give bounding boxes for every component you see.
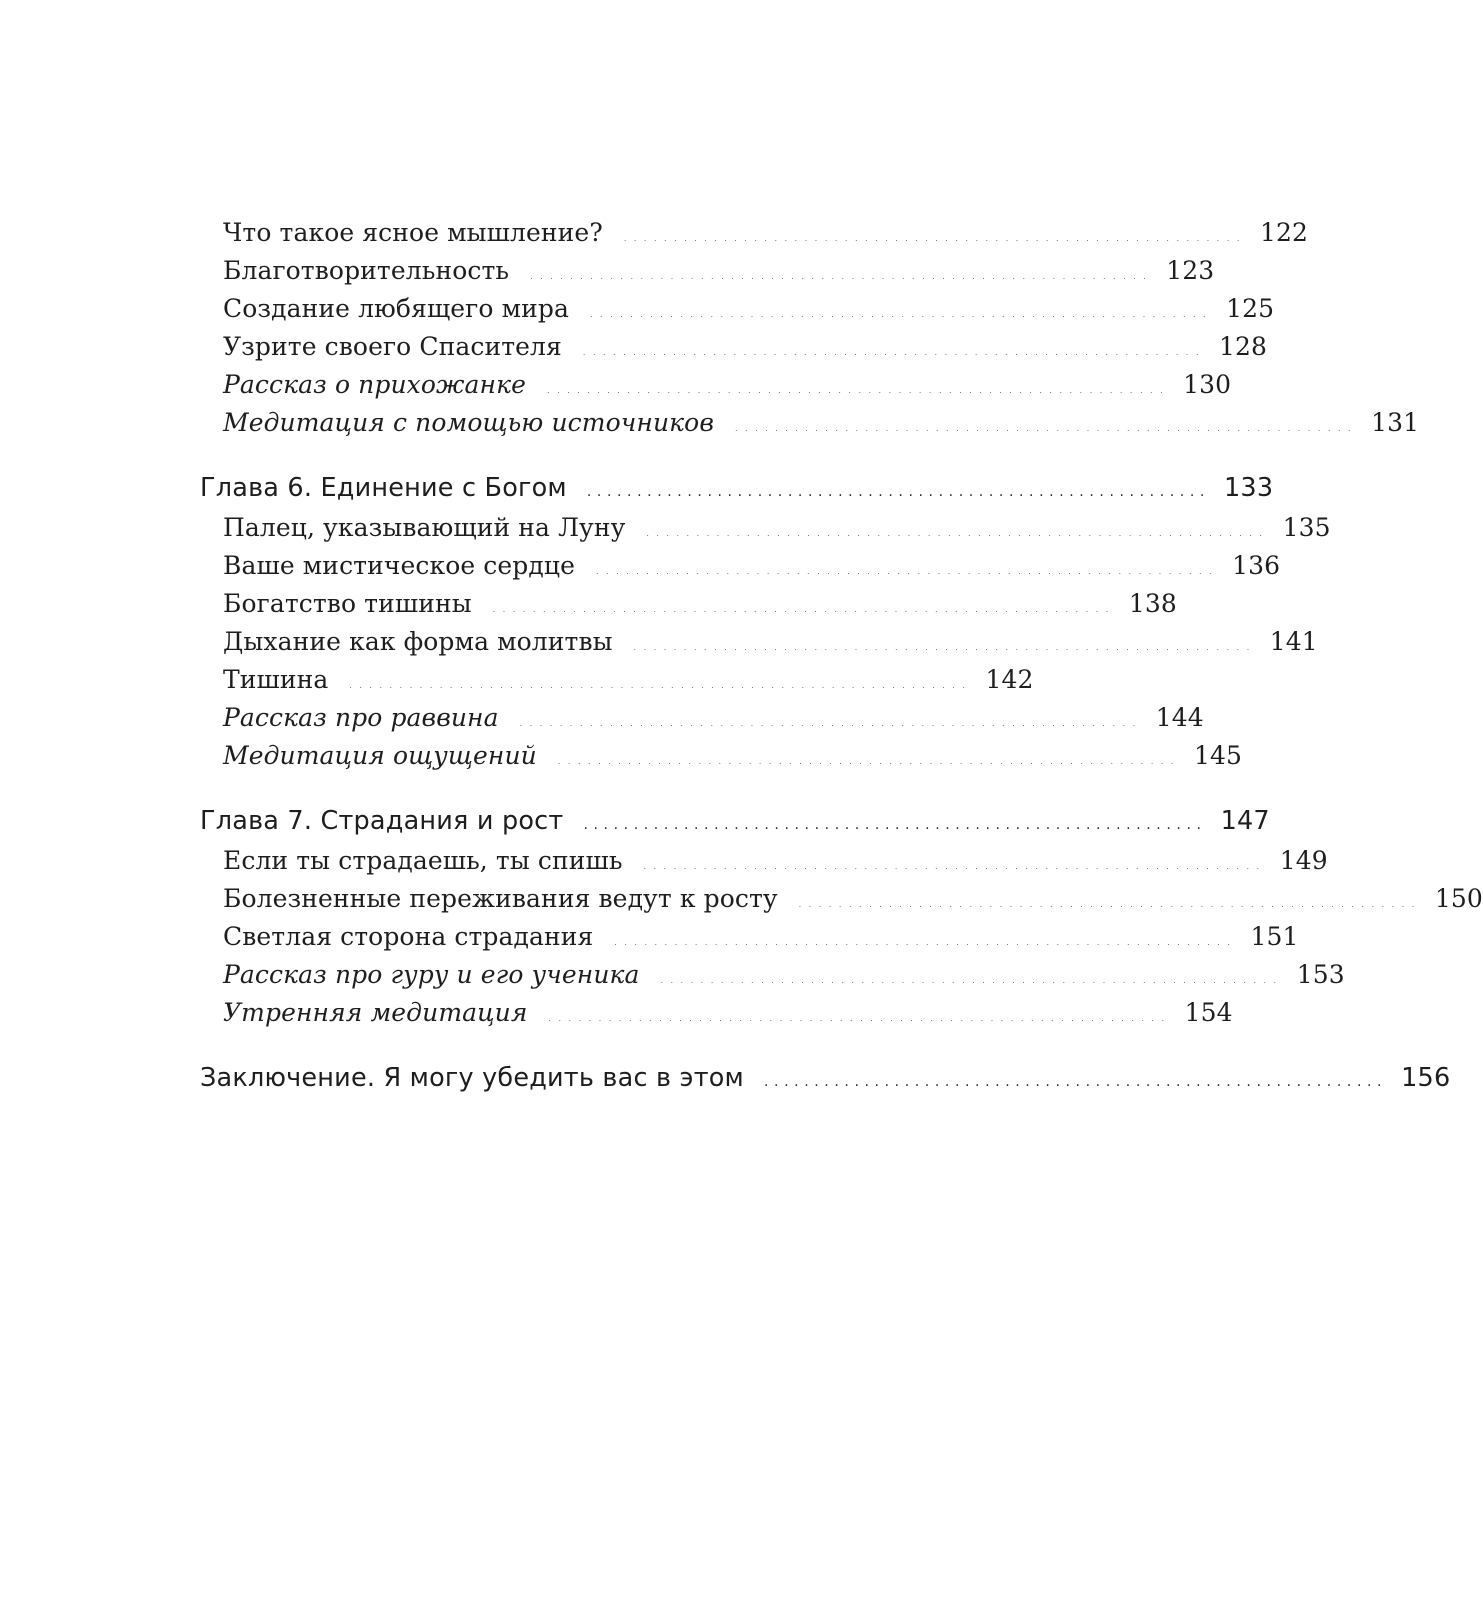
dot-leader: .............................................................. bbox=[622, 229, 1246, 245]
dot-leader: .............................................................. bbox=[348, 676, 972, 692]
toc-entry[interactable] bbox=[200, 252, 1215, 290]
toc-entry[interactable] bbox=[200, 290, 1275, 328]
toc-entry-page: 144 bbox=[1155, 703, 1204, 732]
toc-entry[interactable] bbox=[200, 880, 1483, 918]
dot-leader: .............................................................. bbox=[518, 714, 1142, 730]
dot-leader: .............................................................. bbox=[583, 817, 1207, 833]
toc-chapter[interactable] bbox=[200, 800, 1270, 842]
toc-group bbox=[200, 467, 1331, 775]
toc-chapter-page: 133 bbox=[1223, 473, 1274, 503]
toc-entry[interactable] bbox=[200, 366, 1232, 404]
toc-entry-title: Утренняя медитация bbox=[223, 998, 528, 1027]
toc-entry-page: 122 bbox=[1259, 218, 1308, 247]
toc-entry[interactable] bbox=[200, 994, 1233, 1032]
toc-group bbox=[200, 1057, 1451, 1099]
toc-entry-page: 136 bbox=[1232, 551, 1281, 580]
toc-chapter[interactable] bbox=[200, 1057, 1451, 1099]
dot-leader: .............................................................. bbox=[613, 933, 1237, 949]
toc-entry-page: 151 bbox=[1250, 922, 1299, 951]
toc-entry-page: 149 bbox=[1279, 846, 1328, 875]
toc-entry[interactable] bbox=[200, 661, 1034, 699]
toc-entry-page: 150 bbox=[1434, 884, 1483, 913]
toc-entry-title: Создание любящего мира bbox=[223, 294, 569, 323]
dot-leader: .............................................................. bbox=[645, 524, 1269, 540]
toc-entry-title: Ваше мистическое сердце bbox=[223, 551, 575, 580]
toc-entry[interactable] bbox=[200, 737, 1243, 775]
toc-entry-page: 125 bbox=[1226, 294, 1275, 323]
toc-entry-title: Медитация с помощью источников bbox=[223, 408, 714, 437]
toc-entry-title: Что такое ясное мышление? bbox=[223, 218, 603, 247]
toc-entry-title: Дыхание как форма молитвы bbox=[223, 627, 613, 656]
toc-entry-page: 123 bbox=[1166, 256, 1215, 285]
toc-entry[interactable] bbox=[200, 842, 1328, 880]
toc-entry-page: 138 bbox=[1128, 589, 1177, 618]
toc-chapter-title: Заключение. Я могу убедить вас в этом bbox=[200, 1063, 744, 1093]
dot-leader: .............................................................. bbox=[632, 638, 1256, 654]
toc-entry[interactable] bbox=[200, 956, 1345, 994]
dot-leader: .............................................................. bbox=[529, 267, 1153, 283]
toc-chapter[interactable] bbox=[200, 467, 1274, 509]
dot-leader: .............................................................. bbox=[556, 752, 1180, 768]
toc-entry-title: Медитация ощущений bbox=[223, 741, 537, 770]
toc-chapter-page: 147 bbox=[1220, 806, 1270, 836]
table-of-contents bbox=[200, 214, 1483, 1099]
dot-leader: .............................................................. bbox=[659, 971, 1283, 987]
toc-group bbox=[200, 214, 1420, 442]
toc-group bbox=[200, 800, 1483, 1032]
dot-leader: .............................................................. bbox=[642, 857, 1266, 873]
dot-leader: .............................................................. bbox=[491, 600, 1115, 616]
toc-entry-page: 145 bbox=[1194, 741, 1243, 770]
toc-entry-page: 130 bbox=[1183, 370, 1232, 399]
toc-entry[interactable] bbox=[200, 509, 1331, 547]
toc-chapter-title: Глава 6. Единение с Богом bbox=[200, 473, 567, 503]
toc-entry-title: Благотворительность bbox=[223, 256, 510, 285]
dot-leader: .............................................................. bbox=[733, 419, 1358, 435]
toc-entry[interactable] bbox=[200, 918, 1299, 956]
toc-entry[interactable] bbox=[200, 699, 1204, 737]
toc-entry[interactable] bbox=[200, 404, 1420, 442]
toc-entry-page: 135 bbox=[1282, 513, 1331, 542]
dot-leader: .............................................................. bbox=[797, 895, 1421, 911]
toc-entry-title: Богатство тишины bbox=[223, 589, 472, 618]
toc-entry-page: 141 bbox=[1269, 627, 1318, 656]
dot-leader: .............................................................. bbox=[546, 381, 1170, 397]
toc-chapter-page: 156 bbox=[1401, 1063, 1451, 1093]
toc-entry[interactable] bbox=[200, 214, 1308, 252]
toc-entry-title: Если ты страдаешь, ты спишь bbox=[223, 846, 623, 875]
toc-entry-page: 142 bbox=[985, 665, 1034, 694]
toc-entry-title: Болезненные переживания ведут к росту bbox=[223, 884, 778, 913]
toc-entry-title: Рассказ про раввина bbox=[223, 703, 499, 732]
toc-entry-title: Светлая сторона страдания bbox=[223, 922, 594, 951]
toc-entry[interactable] bbox=[200, 585, 1177, 623]
toc-entry-title: Рассказ про гуру и его ученика bbox=[223, 960, 640, 989]
toc-entry[interactable] bbox=[200, 328, 1268, 366]
toc-entry-page: 154 bbox=[1184, 998, 1233, 1027]
dot-leader: .............................................................. bbox=[589, 305, 1213, 321]
dot-leader: .............................................................. bbox=[764, 1074, 1388, 1090]
dot-leader: .............................................................. bbox=[586, 484, 1210, 500]
toc-entry-title: Тишина bbox=[223, 665, 329, 694]
toc-entry-page: 128 bbox=[1219, 332, 1268, 361]
dot-leader: .............................................................. bbox=[547, 1009, 1171, 1025]
toc-entry-page: 153 bbox=[1296, 960, 1345, 989]
toc-entry-page: 131 bbox=[1371, 408, 1420, 437]
toc-entry-title: Рассказ о прихожанке bbox=[223, 370, 527, 399]
toc-entry[interactable] bbox=[200, 623, 1318, 661]
dot-leader: .............................................................. bbox=[581, 343, 1206, 359]
toc-chapter-title: Глава 7. Страдания и рост bbox=[200, 806, 564, 836]
toc-entry-title: Палец, указывающий на Луну bbox=[223, 513, 626, 542]
toc-entry-title: Узрите своего Спасителя bbox=[223, 332, 562, 361]
dot-leader: .............................................................. bbox=[594, 562, 1219, 578]
toc-entry[interactable] bbox=[200, 547, 1281, 585]
